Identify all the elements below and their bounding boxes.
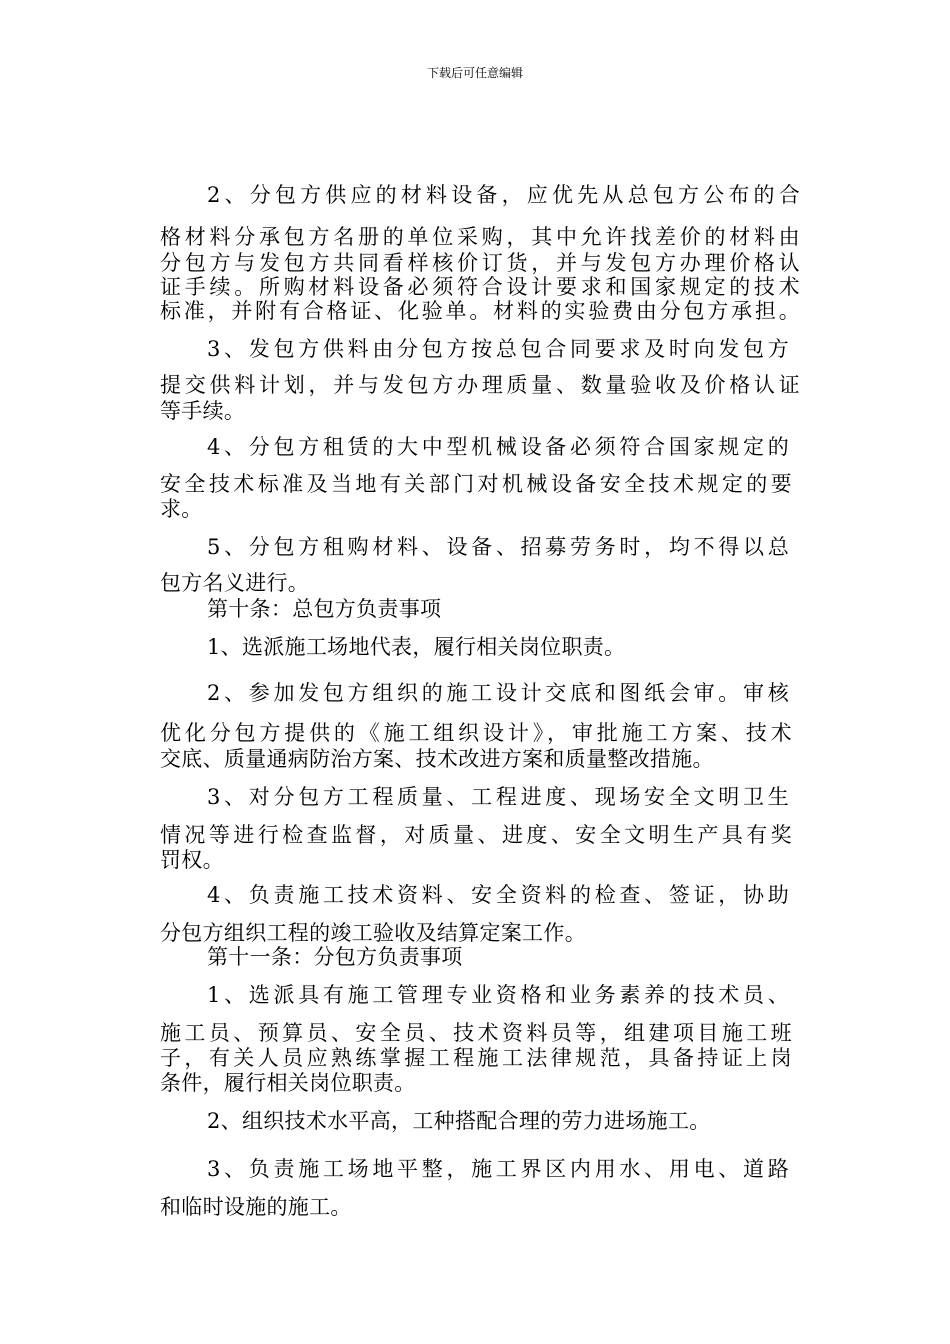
text-line: 4、负责施工技术资料、安全资料的检查、签证，协助 <box>207 883 789 907</box>
text-line: 安全技术标准及当地有关部门对机械设备安全技术规定的要 <box>160 472 792 496</box>
text-line: 子，有关人员应熟练掌握工程施工法律规范，具备持证上岗 <box>160 1046 792 1070</box>
text-line: 格材料分承包方名册的单位采购，其中允许找差价的材料由 <box>160 225 800 249</box>
text-line: 3、负责施工场地平整，施工界区内用水、用电、道路 <box>207 1157 789 1181</box>
text-line: 情况等进行检查监督，对质量、进度、安全文明生产具有奖 <box>160 823 792 847</box>
text-line: 2、参加发包方组织的施工设计交底和图纸会审。审核 <box>207 681 789 705</box>
text-line: 证手续。所购材料设备必须符合设计要求和国家规定的技术 <box>160 275 800 299</box>
text-line: 分包方与发包方共同看样核价订货，并与发包方办理价格认 <box>160 251 800 275</box>
page-header-note: 下载后可任意编辑 <box>426 66 523 80</box>
text-line: 交底、质量通病防治方案、技术改进方案和质量整改措施。 <box>160 747 714 771</box>
text-line: 标准，并附有合格证、化验单。材料的实验费由分包方承担。 <box>160 299 800 323</box>
text-line: 2、分包方供应的材料设备，应优先从总包方公布的合 <box>207 183 800 207</box>
text-line: 3、发包方供料由分包方按总包合同要求及时向发包方 <box>207 337 789 361</box>
text-line: 分包方组织工程的竣工验收及结算定案工作。 <box>160 921 586 945</box>
text-line: 和临时设施的施工。 <box>160 1195 352 1219</box>
section-heading: 第十条：总包方负责事项 <box>207 597 442 621</box>
text-line: 等手续。 <box>160 399 246 423</box>
text-line: 提交供料计划，并与发包方办理质量、数量验收及价格认证 <box>160 373 800 397</box>
section-heading: 第十一条：分包方负责事项 <box>207 945 463 969</box>
text-line: 包方名义进行。 <box>160 571 310 595</box>
text-line: 条件，履行相关岗位职责。 <box>160 1071 416 1095</box>
text-line: 2、组织技术水平高，工种搭配合理的劳力进场施工。 <box>207 1109 711 1133</box>
text-line: 1、选派具有施工管理专业资格和业务素养的技术员、 <box>207 983 789 1007</box>
text-line: 优化分包方提供的《施工组织设计》，审批施工方案、技术 <box>160 721 792 745</box>
text-line: 罚权。 <box>160 848 224 872</box>
text-line: 4、分包方租赁的大中型机械设备必须符合国家规定的 <box>207 435 789 459</box>
text-line: 1、选派施工场地代表，履行相关岗位职责。 <box>207 635 626 659</box>
text-line: 3、对分包方工程质量、工程进度、现场安全文明卫生 <box>207 785 789 809</box>
text-line: 求。 <box>160 497 203 521</box>
text-line: 施工员、预算员、安全员、技术资料员等，组建项目施工班 <box>160 1021 792 1045</box>
text-line: 5、分包方租购材料、设备、招募劳务时，均不得以总 <box>207 535 789 559</box>
